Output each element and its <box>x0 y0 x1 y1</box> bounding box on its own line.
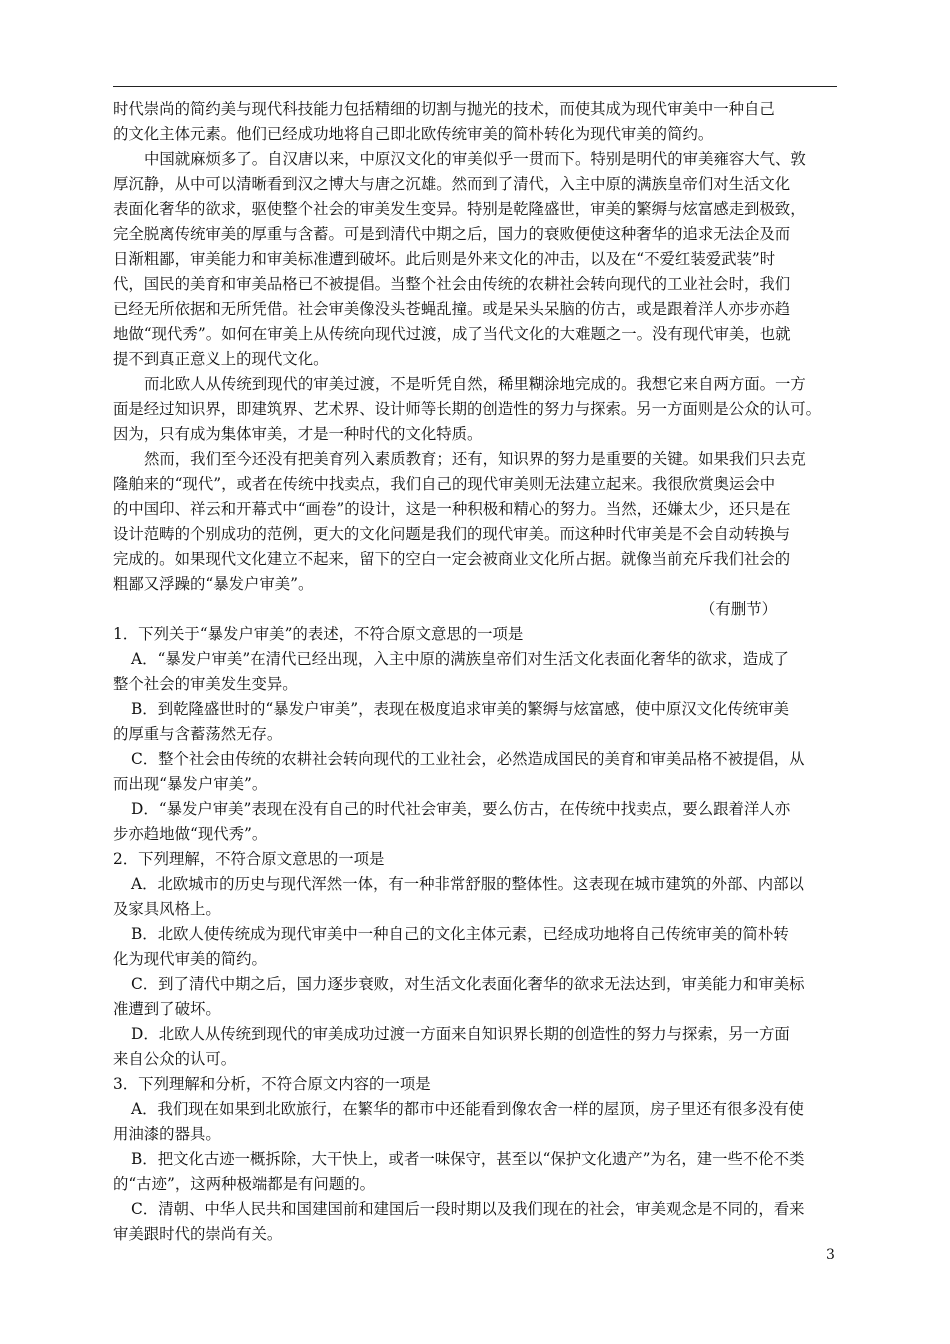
option-a: A．我们现在如果到北欧旅行，在繁华的都市中还能看到像农舍一样的屋顶，房子里还有很多没有使 <box>131 1100 804 1118</box>
text-line: 中国就麻烦多了。自汉唐以来，中原汉文化的审美似乎一贯而下。特别是明代的审美雍容大气、敦 <box>144 150 806 168</box>
text-line: 时代崇尚的简约美与现代科技能力包括精细的切割与抛光的技术，而使其成为现代审美中一种自己 <box>113 100 775 118</box>
question-stem: 2．下列理解，不符合原文意思的一项是 <box>113 850 385 868</box>
question-2 <box>113 847 845 1072</box>
document-body <box>113 97 845 1247</box>
paragraph-4 <box>113 447 845 597</box>
passage <box>113 97 845 622</box>
option-b-cont: 化为现代审美的简约。 <box>113 950 267 968</box>
text-line: 表面化奢华的欲求，驱使整个社会的审美发生变异。特别是乾隆盛世，审美的繁缛与炫富感走到极致， <box>113 200 806 218</box>
text-line: 完全脱离传统审美的厚重与含蓄。可是到清代中期之后，国力的衰败便使这种奢华的追求无法企及而 <box>113 225 791 243</box>
text-line: 设计范畴的个别成功的范例，更大的文化问题是我们的现代审美。而这种时代审美是不会自动转换与 <box>113 525 791 543</box>
text-line: 提不到真正意义上的现代文化。 <box>113 350 329 368</box>
text-line: 的文化主体元素。他们已经成功地将自己即北欧传统审美的简朴转化为现代审美的简约。 <box>113 125 714 143</box>
option-c-cont: 审美跟时代的崇尚有关。 <box>113 1225 283 1243</box>
text-line: 面是经过知识界，即建筑界、艺术界、设计师等长期的创造性的努力与探索。另一方面则是公众的认可。 <box>113 400 821 418</box>
option-d: D．北欧人从传统到现代的审美成功过渡一方面来自知识界长期的创造性的努力与探索，另一方面 <box>131 1025 790 1043</box>
question-stem: 1．下列关于“暴发户审美”的表述，不符合原文意思的一项是 <box>113 625 524 643</box>
option-d-cont: 来自公众的认可。 <box>113 1050 237 1068</box>
text-line: 的中国印、祥云和开幕式中“画卷”的设计，这是一种积极和精心的努力。当然，还嫌太少，还只是在 <box>113 500 791 518</box>
question-stem: 3．下列理解和分析，不符合原文内容的一项是 <box>113 1075 431 1093</box>
option-a-cont: 用油漆的器具。 <box>113 1125 221 1143</box>
option-c: C．到了清代中期之后，国力逐步衰败，对生活文化表面化奢华的欲求无法达到，审美能力和审美标 <box>131 975 805 993</box>
option-b: B．把文化古迹一概拆除，大干快上，或者一味保守，甚至以“保护文化遗产”为名，建一些不伦不类 <box>131 1150 805 1168</box>
option-b-cont: 的“古迹”，这两种极端都是有问题的。 <box>113 1175 375 1193</box>
text-line: 粗鄙又浮躁的“暴发户审美”。 <box>113 575 314 593</box>
abridged-note: （有删节） <box>700 600 777 618</box>
option-a-cont: 及家具风格上。 <box>113 900 221 918</box>
option-b: B．北欧人使传统成为现代审美中一种自己的文化主体元素，已经成功地将自己传统审美的简朴转 <box>131 925 789 943</box>
option-c-cont: 而出现“暴发户审美”。 <box>113 775 268 793</box>
option-d-cont: 步亦趋地做“现代秀”。 <box>113 825 268 843</box>
paragraph-1 <box>113 97 845 147</box>
option-a: A．北欧城市的历史与现代浑然一体，有一种非常舒服的整体性。这表现在城市建筑的外部、内部以 <box>131 875 804 893</box>
text-line: 日渐粗鄙，审美能力和审美标准遭到破坏。此后则是外来文化的冲击，以及在“不爱红装爱武装”时 <box>113 250 776 268</box>
text-line: 代，国民的美育和审美品格已不被提倡。当整个社会由传统的农耕社会转向现代的工业社会时，我们 <box>113 275 791 293</box>
option-d: D．“暴发户审美”表现在没有自己的时代社会审美，要么仿古，在传统中找卖点，要么跟着洋人亦 <box>131 800 791 818</box>
text-line: 隆舶来的“现代”，或者在传统中找卖点，我们自己的现代审美则无法建立起来。我很欣赏奥运会中 <box>113 475 776 493</box>
text-line: 因为，只有成为集体审美，才是一种时代的文化特质。 <box>113 425 483 443</box>
paragraph-2 <box>113 147 845 372</box>
text-line: 地做“现代秀”。如何在审美上从传统向现代过渡，成了当代文化的大难题之一。没有现代审美，也就 <box>113 325 791 343</box>
header-rule <box>113 86 837 87</box>
option-c: C．整个社会由传统的农耕社会转向现代的工业社会，必然造成国民的美育和审美品格不被提倡，从 <box>131 750 805 768</box>
question-1 <box>113 622 845 847</box>
text-line: 厚沉静，从中可以清晰看到汉之博大与唐之沉雄。然而到了清代，入主中原的满族皇帝们对生活文化 <box>113 175 791 193</box>
paragraph-3 <box>113 372 845 447</box>
text-line: 已经无所依据和无所凭借。社会审美像没头苍蝇乱撞。或是呆头呆脑的仿古，或是跟着洋人亦步亦趋 <box>113 300 791 318</box>
page-number: 3 <box>826 1247 835 1263</box>
option-a: A．“暴发户审美”在清代已经出现，入主中原的满族皇帝们对生活文化表面化奢华的欲求，造成了 <box>131 650 789 668</box>
option-b-cont: 的厚重与含蓄荡然无存。 <box>113 725 283 743</box>
text-line: 完成的。如果现代文化建立不起来，留下的空白一定会被商业文化所占据。就像当前充斥我们社会的 <box>113 550 791 568</box>
text-line: 然而，我们至今还没有把美育列入素质教育；还有，知识界的努力是重要的关键。如果我们只去克 <box>144 450 806 468</box>
question-3 <box>113 1072 845 1247</box>
option-a-cont: 整个社会的审美发生变异。 <box>113 675 298 693</box>
option-c-cont: 准遭到了破坏。 <box>113 1000 221 1018</box>
text-line: 而北欧人从传统到现代的审美过渡，不是听凭自然，稀里糊涂地完成的。我想它来自两方面。一方 <box>144 375 806 393</box>
option-c: C．清朝、中华人民共和国建国前和建国后一段时期以及我们现在的社会，审美观念是不同的，看来 <box>131 1200 805 1218</box>
option-b: B．到乾隆盛世时的“暴发户审美”，表现在极度追求审美的繁缛与炫富感，使中原汉文化传统审美 <box>131 700 790 718</box>
